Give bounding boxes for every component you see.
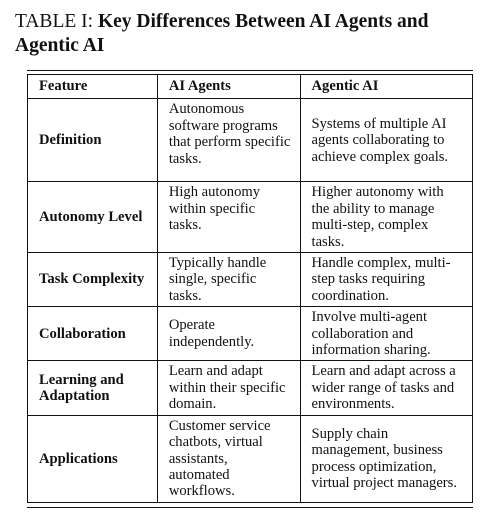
ai-agents-cell: Typically handle single, specific tasks. — [157, 253, 300, 307]
table-row — [28, 307, 473, 361]
feature-cell: Collaboration — [28, 307, 158, 361]
ai-agents-cell: High autonomy within specific tasks. — [157, 182, 300, 253]
top-rule — [27, 70, 473, 71]
bottom-rule — [27, 507, 473, 508]
ai-agents-cell: Learn and adapt within their specific domain. — [157, 361, 300, 415]
feature-cell: Task Complexity — [28, 253, 158, 307]
comparison-table-container — [27, 74, 473, 503]
table-row — [28, 99, 473, 182]
table-row — [28, 182, 473, 253]
table-row — [28, 361, 473, 415]
agentic-ai-cell: Systems of multiple AI agents collaborating to achieve complex goals. — [300, 99, 472, 182]
header-row — [28, 75, 473, 99]
agentic-ai-cell: Handle complex, multi-step tasks requiring coordination. — [300, 253, 472, 307]
table-row — [28, 415, 473, 502]
table-caption — [15, 10, 493, 58]
agentic-ai-cell: Supply chain management, business process optimization, virtual project managers. — [300, 415, 472, 502]
header-agentic-ai: Agentic AI — [300, 75, 472, 99]
table-row — [28, 253, 473, 307]
header-ai-agents: AI Agents — [157, 75, 300, 99]
caption-label: TABLE I: — [15, 11, 98, 32]
caption-title: Key Differences Between AI Agents and Agentic AI — [15, 11, 429, 56]
agentic-ai-cell: Learn and adapt across a wider range of tasks and environments. — [300, 361, 472, 415]
comparison-table — [27, 74, 473, 503]
agentic-ai-cell: Higher autonomy with the ability to manage multi-step, complex tasks. — [300, 182, 472, 253]
header-feature: Feature — [28, 75, 158, 99]
feature-cell: Learning and Adaptation — [28, 361, 158, 415]
ai-agents-cell: Customer service chatbots, virtual assistants, automated workflows. — [157, 415, 300, 502]
ai-agents-cell: Autonomous software programs that perform specific tasks. — [157, 99, 300, 182]
agentic-ai-cell: Involve multi-agent collaboration and information sharing. — [300, 307, 472, 361]
feature-cell: Autonomy Level — [28, 182, 158, 253]
feature-cell: Applications — [28, 415, 158, 502]
feature-cell: Definition — [28, 99, 158, 182]
ai-agents-cell: Operate independently. — [157, 307, 300, 361]
